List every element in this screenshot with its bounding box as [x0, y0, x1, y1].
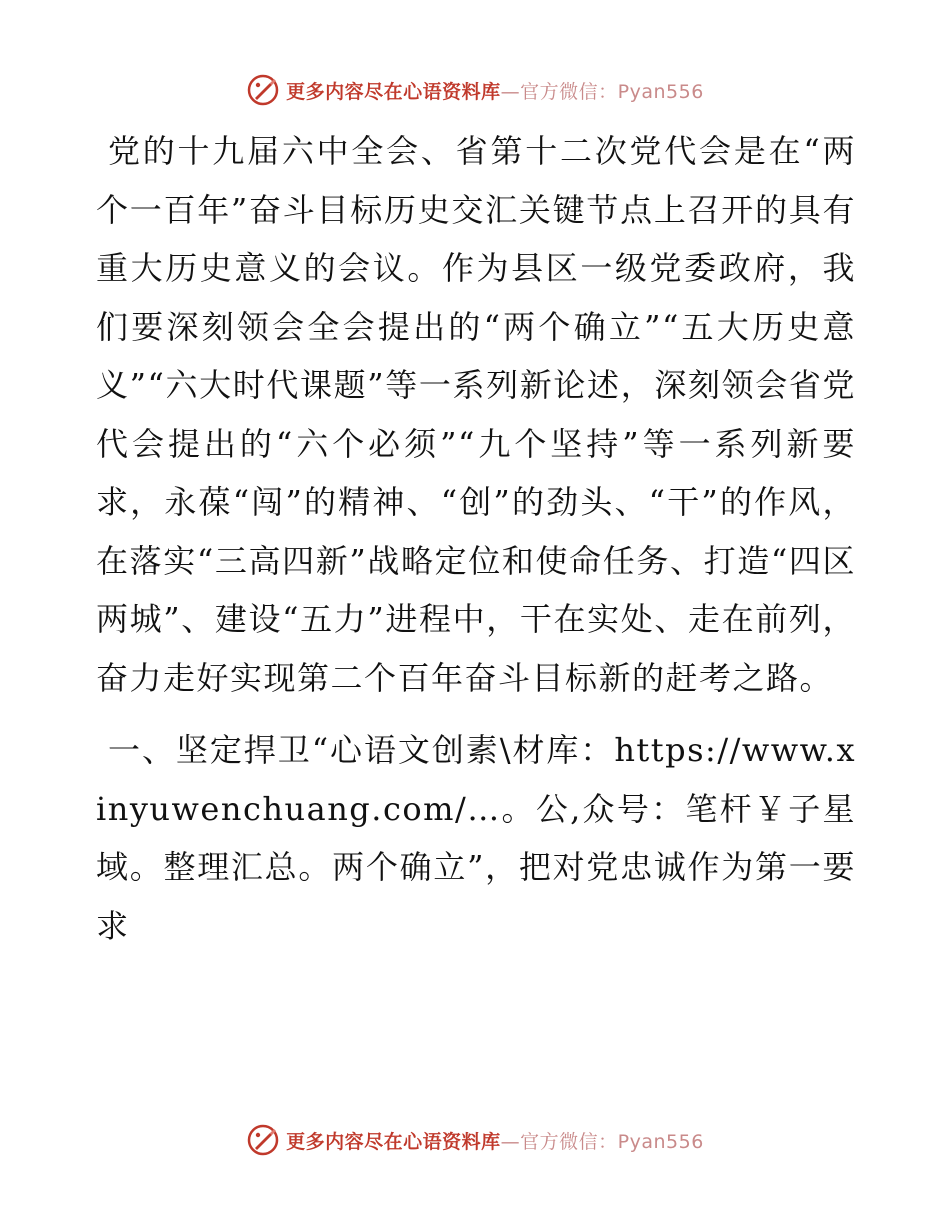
quill-pen-logo-icon: [246, 1123, 280, 1157]
footer-banner-text: [286, 1127, 704, 1154]
header-banner-main: 更多内容尽在心语资料库: [286, 80, 501, 103]
header-banner-wechat: 官方微信：Pyan556: [520, 80, 704, 103]
paragraph-intro: 党的十九届六中全会、省第十二次党代会是在“两个一百年”奋斗目标历史交汇关键节点上召开的具有重大历史意义的会议。作为县区一级党委政府，我们要深刻领会全会提出的“两个确立”“五大历史意义”“六大时代课题”等一系列新论述，深刻领会省党代会提出的“六个必须”“九个坚持”等一系列新要求，永葆“闯”的精神、“创”的劲头、“干”的作风，在落实“三高四新”战略定位和使命任务、打造“四区两城”、建设“五力”进程中，干在实处、走在前列，奋力走好实现第二个百年奋斗目标新的赶考之路。: [96, 132, 856, 697]
footer-banner-dash: —: [500, 1130, 521, 1153]
document-body: [96, 122, 856, 955]
quill-pen-logo-icon: [246, 73, 280, 107]
footer-banner: [0, 1120, 950, 1160]
footer-banner-main: 更多内容尽在心语资料库: [286, 1130, 501, 1153]
header-banner: [0, 70, 950, 110]
header-banner-text: [286, 77, 704, 104]
header-banner-dash: —: [500, 80, 521, 103]
paragraph-section-one: 一、坚定捍卫“心语文创素\材库：https://www.xinyuwenchuang.com/…。公,众号：笔杆￥子星域。整理汇总。两个确立”，把对党忠诚作为第一要求: [96, 731, 856, 945]
footer-banner-wechat: 官方微信：Pyan556: [520, 1130, 704, 1153]
